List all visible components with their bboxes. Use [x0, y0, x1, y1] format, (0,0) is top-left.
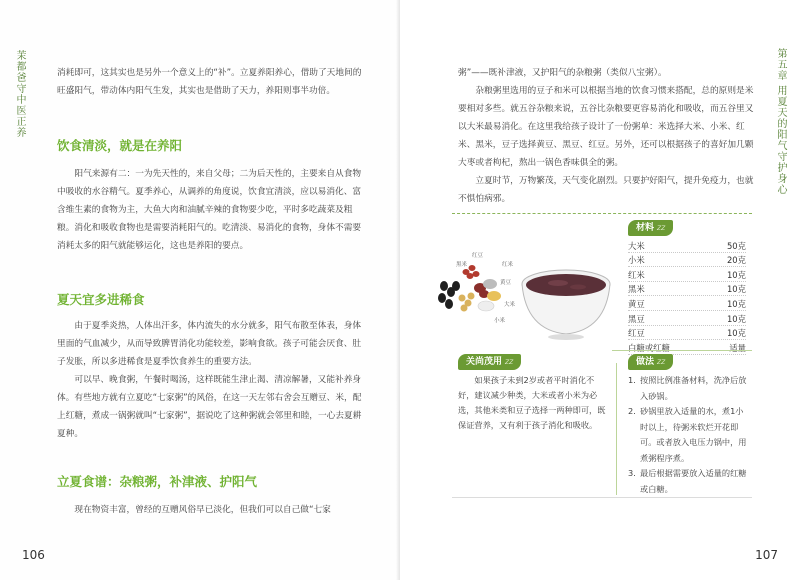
- steps-tag-label: 做法: [636, 357, 655, 367]
- section3-heading: 立夏食谱：杂粮粥，补津液、护阳气: [57, 474, 258, 489]
- tips-tag: [458, 354, 521, 370]
- right-para3: 立夏时节，万物繁茂，天气变化剧烈。只要护好阳气，提升免疫力，也就不惧怕病邪。: [458, 176, 754, 204]
- section3-text: 现在物资丰富，曾经的互赠风俗早已淡化，但我们可以自己做“七家: [74, 505, 331, 515]
- step-text: 砂锅里放入适量的水，煮1小时以上，待粥米软烂开花即可。或者放入电压力锅中，用煮粥程序煮。: [640, 406, 747, 463]
- step-text: 最后根据需要放入适量的红糖或白糖。: [640, 468, 747, 494]
- intro-text: 消耗即可，这其实也是另外一个意义上的“补”。立夏养阳养心，借助了天地间的旺盛阳气，带动体内阳气生发，其实也是借助了天力，养阳则事半功倍。: [57, 68, 362, 96]
- section2-body: [57, 317, 362, 443]
- ingredient-amount: 20克: [726, 255, 746, 266]
- illus-label-red-rice: 红米: [502, 262, 514, 268]
- recipe-bottom-rule: [452, 497, 752, 498]
- ingredient-amount: 10克: [726, 284, 746, 295]
- ingredient-name: 小米: [628, 255, 645, 266]
- ingredient-name: 黑豆: [628, 313, 645, 324]
- step-item: [628, 466, 750, 497]
- steps-tag-eng: ZZ: [657, 359, 666, 366]
- ingredients-tag: [628, 220, 673, 236]
- ingredient-row: [628, 282, 746, 297]
- step-number: 1.: [628, 375, 636, 385]
- ingredient-name: 白糖或红糖: [628, 342, 670, 353]
- ingredient-name: 黑米: [628, 284, 645, 295]
- ingredient-amount: 适量: [729, 342, 746, 353]
- illus-label-millet: 小米: [494, 318, 506, 324]
- ingredient-name: 红豆: [628, 328, 645, 339]
- ingredient-amount: 10克: [726, 269, 746, 280]
- ingredient-row: [628, 326, 746, 341]
- step-item: [628, 373, 750, 404]
- step-number: 3.: [628, 468, 636, 478]
- right-body: [458, 64, 756, 208]
- ingredient-row: [628, 311, 746, 326]
- steps-list: [628, 373, 750, 497]
- ingredients-tag-eng: ZZ: [657, 225, 666, 232]
- tips-text: 如果孩子未到2岁或者平时消化不好，建议减少种类，大米或者小米为必选，其他米类和豆子选择一两种即可，既保证营养，又有利于孩子消化和吸收。: [458, 375, 606, 430]
- step-item: [628, 404, 750, 466]
- recipe-column-divider: [616, 363, 617, 495]
- right-side-title: 第五章 用夏天的阳气守护身心: [775, 48, 786, 196]
- section1-text: 阳气来源有二：一为先天性的，来自父母；二为后天性的，主要来自从食物中吸收的水谷精气。夏季养心，从调养的角度说，饮食宜清淡，应以易消化、富含维生素的食物为主，大鱼大肉和油腻辛辣的食物要少吃，平时多吃蔬菜及粗粮。消化和吸收食物也是需要消耗阳气的。吃清淡、易消化的食物，身体不需要消耗太多的阳气就能够运化，这也是养阳的要点。: [57, 169, 362, 251]
- ingredient-amount: 10克: [726, 328, 746, 339]
- step-number: 2.: [628, 406, 636, 416]
- ingredient-amount: 10克: [726, 298, 746, 309]
- tips-box: [458, 373, 606, 433]
- right-para1: 粥”——既补津液，又护阳气的杂粮粥（类似八宝粥）。: [458, 68, 667, 78]
- ingredient-row: [628, 267, 746, 282]
- recipe-separator: [612, 350, 752, 351]
- left-page-number: 106: [22, 548, 45, 562]
- ingredients-tag-label: 材料: [636, 223, 655, 233]
- recipe-divider: [452, 213, 752, 214]
- ingredient-name: 黄豆: [628, 298, 645, 309]
- section1-body: [57, 165, 362, 255]
- left-side-title: 茉都爸守中医正养: [14, 50, 25, 138]
- ingredient-name: 红米: [628, 269, 645, 280]
- ingredient-row: [628, 238, 746, 253]
- section2-para1: 由于夏季炎热，人体出汗多，体内流失的水分就多，阳气布散至体表，身体里面的气血减少，从而导致脾胃消化功能较差，影响食欲。孩子可能会厌食、肚子发胀，所以多进稀食是夏季饮食养生的重要方法。: [57, 321, 362, 367]
- illus-label-soybean: 黄豆: [500, 280, 512, 286]
- ingredient-name: 大米: [628, 240, 645, 251]
- intro-paragraph: [57, 64, 362, 100]
- illus-label-black-rice: 黑米: [456, 262, 468, 268]
- tips-tag-eng: ZZ: [505, 359, 514, 366]
- ingredient-amount: 10克: [726, 313, 746, 324]
- tips-tag-label: 关尚茂用: [466, 357, 503, 367]
- right-para2: 杂粮粥里选用的豆子和米可以根据当地的饮食习惯来搭配，总的原则是米要相对多些。就五谷杂粮来说，五谷比杂粮要更容易消化和吸收，而五谷里又以大米最易消化。在这里我给孩子设计了一份粥单：米选择大米、小米、红米、黑米，豆子选择黄豆、黑豆、红豆。另外，还可以根据孩子的喜好加几颗大枣或者枸杞，熬出一锅色香味俱全的粥。: [458, 86, 754, 168]
- ingredient-row: [628, 340, 746, 355]
- step-text: 按照比例准备材料，洗净后放入砂锅。: [640, 375, 747, 401]
- ingredient-row: [628, 296, 746, 311]
- porridge-illustration: [436, 248, 616, 348]
- illus-label-rice: 大米: [504, 302, 516, 308]
- ingredient-row: [628, 253, 746, 268]
- ingredients-table: [628, 238, 746, 355]
- right-page-number: 107: [755, 548, 778, 562]
- section2-heading: 夏天宜多进稀食: [57, 292, 145, 307]
- illus-label-red-bean: 红豆: [472, 253, 484, 259]
- ingredient-amount: 50克: [726, 240, 746, 251]
- steps-tag: [628, 354, 673, 370]
- section2-para2: 可以早、晚食粥，午餐时喝汤，这样既能生津止渴、清凉解暑，又能补养身体。有些地方就有立夏吃“七家粥”的风俗，在这一天左邻右舍会互赠豆、米，配上红糖，煮成一锅粥就叫“七家粥”，据说吃了这种粥就会邻里和睦，一心去夏耕夏种。: [57, 375, 362, 439]
- section3-body: [57, 501, 362, 519]
- section1-heading: 饮食清淡，就是在养阳: [57, 138, 183, 153]
